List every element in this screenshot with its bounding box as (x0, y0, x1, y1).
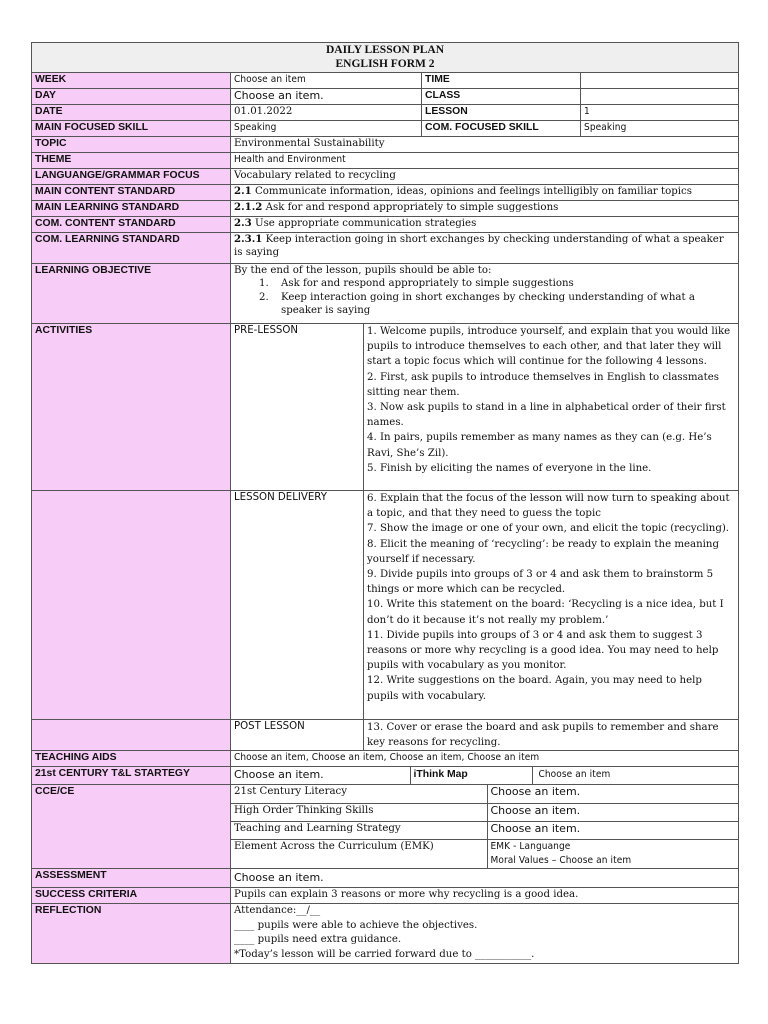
cce-row-label: 21st Century Literacy (231, 785, 487, 803)
reflection-line: Attendance:__/__ (234, 905, 321, 917)
com-skill-label: COM. FOCUSED SKILL (422, 121, 581, 137)
objective-item: 2. Keep interaction going in short exchanges by checking understanding of what a speaker is saying (259, 291, 695, 317)
reflection-line: ____ pupils need extra guidance. (234, 934, 402, 946)
activity-step: 1. Welcome pupils, introduce yourself, and explain that you would like pupils to introduce themselves to each other, and that later they will start a topic focus which will continue for the following 4 lessons. (367, 326, 731, 368)
main-content-value (231, 185, 739, 201)
main-content-text: Communicate information, ideas, opinions and feelings intelligibly on familiar topics (254, 186, 692, 197)
main-content-label: MAIN CONTENT STANDARD (32, 185, 231, 201)
main-learning-label: MAIN LEARNING STANDARD (32, 201, 231, 217)
com-learning-label: COM. LEARNING STANDARD (32, 233, 231, 264)
century-row (231, 767, 739, 785)
language-focus-value: Vocabulary related to recycling (231, 169, 739, 185)
cce-dropdown[interactable]: Choose an item. (487, 821, 738, 839)
cce-table (231, 785, 738, 868)
activity-step: 13. Cover or erase the board and ask pupils to remember and share key reasons for recycling. (367, 722, 719, 749)
activities-label: ACTIVITIES (32, 324, 231, 491)
cce-label: CCE/CE (32, 785, 231, 869)
com-learning-value (231, 233, 739, 264)
activity-step: 8. Elicit the meaning of ‘recycling’: be ready to explain the meaning yourself if necessary. (367, 538, 720, 565)
document-header (32, 43, 739, 73)
century-table (231, 767, 738, 784)
lesson-plan-document (31, 42, 738, 964)
lesson-plan-table (31, 42, 739, 964)
assessment-label: ASSESSMENT (32, 869, 231, 888)
century-strategy-dropdown[interactable]: Choose an item. (231, 767, 410, 784)
main-learning-text: Ask for and respond appropriately to simple suggestions (265, 202, 559, 213)
activity-step: 10. Write this statement on the board: ‘Recycling is a nice idea, but I don’t do it because it’s not really my problem.’ (367, 599, 724, 626)
objective-item: 1. Ask for and respond appropriately to simple suggestions (259, 278, 574, 290)
emk-prefix: EMK - (490, 840, 517, 852)
activity-step: 11. Divide pupils into groups of 3 or 4 and ask them to suggest 3 reasons or more why recycling is a good idea. You may need to help pupils with vocabulary as you monitor. (367, 629, 719, 672)
com-learning-code: 2.3.1 (234, 233, 263, 245)
date-value[interactable]: 01.01.2022 (231, 105, 422, 121)
document-title: DAILY LESSON PLAN (326, 44, 445, 56)
cce-dropdown[interactable]: Choose an item. (487, 803, 738, 821)
activities-label-cont (32, 720, 231, 751)
century-label: 21st CENTURY T&L STARTEGY (32, 767, 231, 785)
cce-cell (231, 785, 739, 869)
success-label: SUCCESS CRITERIA (32, 888, 231, 904)
moral-dropdown[interactable]: Choose an item (559, 854, 632, 866)
main-content-code: 2.1 (234, 185, 252, 197)
emk-dropdown[interactable]: Languange (519, 840, 571, 852)
com-content-code: 2.3 (234, 217, 252, 229)
theme-label: THEME (32, 153, 231, 169)
time-label: TIME (422, 73, 581, 89)
main-skill-label: MAIN FOCUSED SKILL (32, 121, 231, 137)
topic-label: TOPIC (32, 137, 231, 153)
main-learning-code: 2.1.2 (234, 201, 263, 213)
lesson-delivery-label: LESSON DELIVERY (231, 491, 364, 720)
teaching-aids-label: TEACHING AIDS (32, 751, 231, 767)
class-value[interactable] (581, 89, 739, 105)
reflection-value (231, 904, 739, 964)
cce-row-label: Element Across the Curriculum (EMK) (231, 839, 487, 868)
activities-label-cont (32, 491, 231, 720)
objective-label: LEARNING OBJECTIVE (32, 264, 231, 324)
success-value: Pupils can explain 3 reasons or more why recycling is a good idea. (231, 888, 739, 904)
pre-lesson-label: PRE-LESSON (231, 324, 364, 491)
post-lesson-label: POST LESSON (231, 720, 364, 751)
teaching-aids-dropdowns[interactable]: Choose an item, Choose an item, Choose an item, Choose an item (231, 751, 739, 767)
activity-step: 7. Show the image or one of your own, and elicit the topic (recycling). (367, 523, 730, 535)
cce-row-label: Teaching and Learning Strategy (231, 821, 487, 839)
activity-step: 12. Write suggestions on the board. Again, you may need to help pupils with vocabulary. (367, 675, 702, 702)
ithink-dropdown[interactable]: Choose an item (532, 767, 738, 784)
main-learning-value (231, 201, 739, 217)
activity-step: 9. Divide pupils into groups of 3 or 4 and ask them to brainstorm 5 things or more which can be recycled. (367, 569, 714, 596)
objective-intro: By the end of the lesson, pupils should be able to: (234, 265, 492, 276)
document-subtitle: ENGLISH FORM 2 (335, 58, 435, 70)
com-skill-dropdown[interactable]: Speaking (581, 121, 739, 137)
cce-row-label: High Order Thinking Skills (231, 803, 487, 821)
day-label: DAY (32, 89, 231, 105)
week-dropdown[interactable]: Choose an item (231, 73, 422, 89)
activity-step: 3. Now ask pupils to stand in a line in alphabetical order of their first names. (367, 402, 726, 429)
day-dropdown[interactable]: Choose an item. (231, 89, 422, 105)
lesson-delivery-steps (364, 491, 739, 720)
objective-list (234, 277, 735, 317)
week-label: WEEK (32, 73, 231, 89)
time-value[interactable] (581, 73, 739, 89)
activity-step: 6. Explain that the focus of the lesson will now turn to speaking about a topic, and that they need to guess the topic (367, 493, 730, 520)
ithink-label: iThink Map (410, 767, 532, 784)
reflection-line: *Today’s lesson will be carried forward due to ___________. (234, 948, 535, 960)
com-content-label: COM. CONTENT STANDARD (32, 217, 231, 233)
theme-dropdown[interactable]: Health and Environment (231, 153, 739, 169)
reflection-line: ____ pupils were able to achieve the objectives. (234, 919, 478, 931)
moral-prefix: Moral Values – (490, 854, 557, 866)
date-label: DATE (32, 105, 231, 121)
assessment-dropdown[interactable]: Choose an item. (231, 869, 739, 888)
activity-step: 5. Finish by eliciting the names of everyone in the line. (367, 462, 652, 474)
com-learning-text: Keep interaction going in short exchanges by checking understanding of what a speaker is saying (234, 234, 724, 259)
com-content-value (231, 217, 739, 233)
emk-cell (487, 839, 738, 868)
class-label: CLASS (422, 89, 581, 105)
pre-lesson-steps (364, 324, 739, 491)
topic-value: Environmental Sustainability (231, 137, 739, 153)
objective-value (231, 264, 739, 324)
language-focus-label: LANGUANGE/GRAMMAR FOCUS (32, 169, 231, 185)
com-content-text: Use appropriate communication strategies (254, 218, 477, 229)
reflection-label: REFLECTION (32, 904, 231, 964)
lesson-value[interactable]: 1 (581, 105, 739, 121)
main-skill-dropdown[interactable]: Speaking (231, 121, 422, 137)
activity-step: 4. In pairs, pupils remember as many names as they can (e.g. He’s Ravi, She’s Zil). (367, 432, 712, 459)
lesson-label: LESSON (422, 105, 581, 121)
cce-dropdown[interactable]: Choose an item. (487, 785, 738, 803)
post-lesson-steps (364, 720, 739, 751)
activity-step: 2. First, ask pupils to introduce themselves in English to classmates sitting near them. (367, 371, 719, 398)
